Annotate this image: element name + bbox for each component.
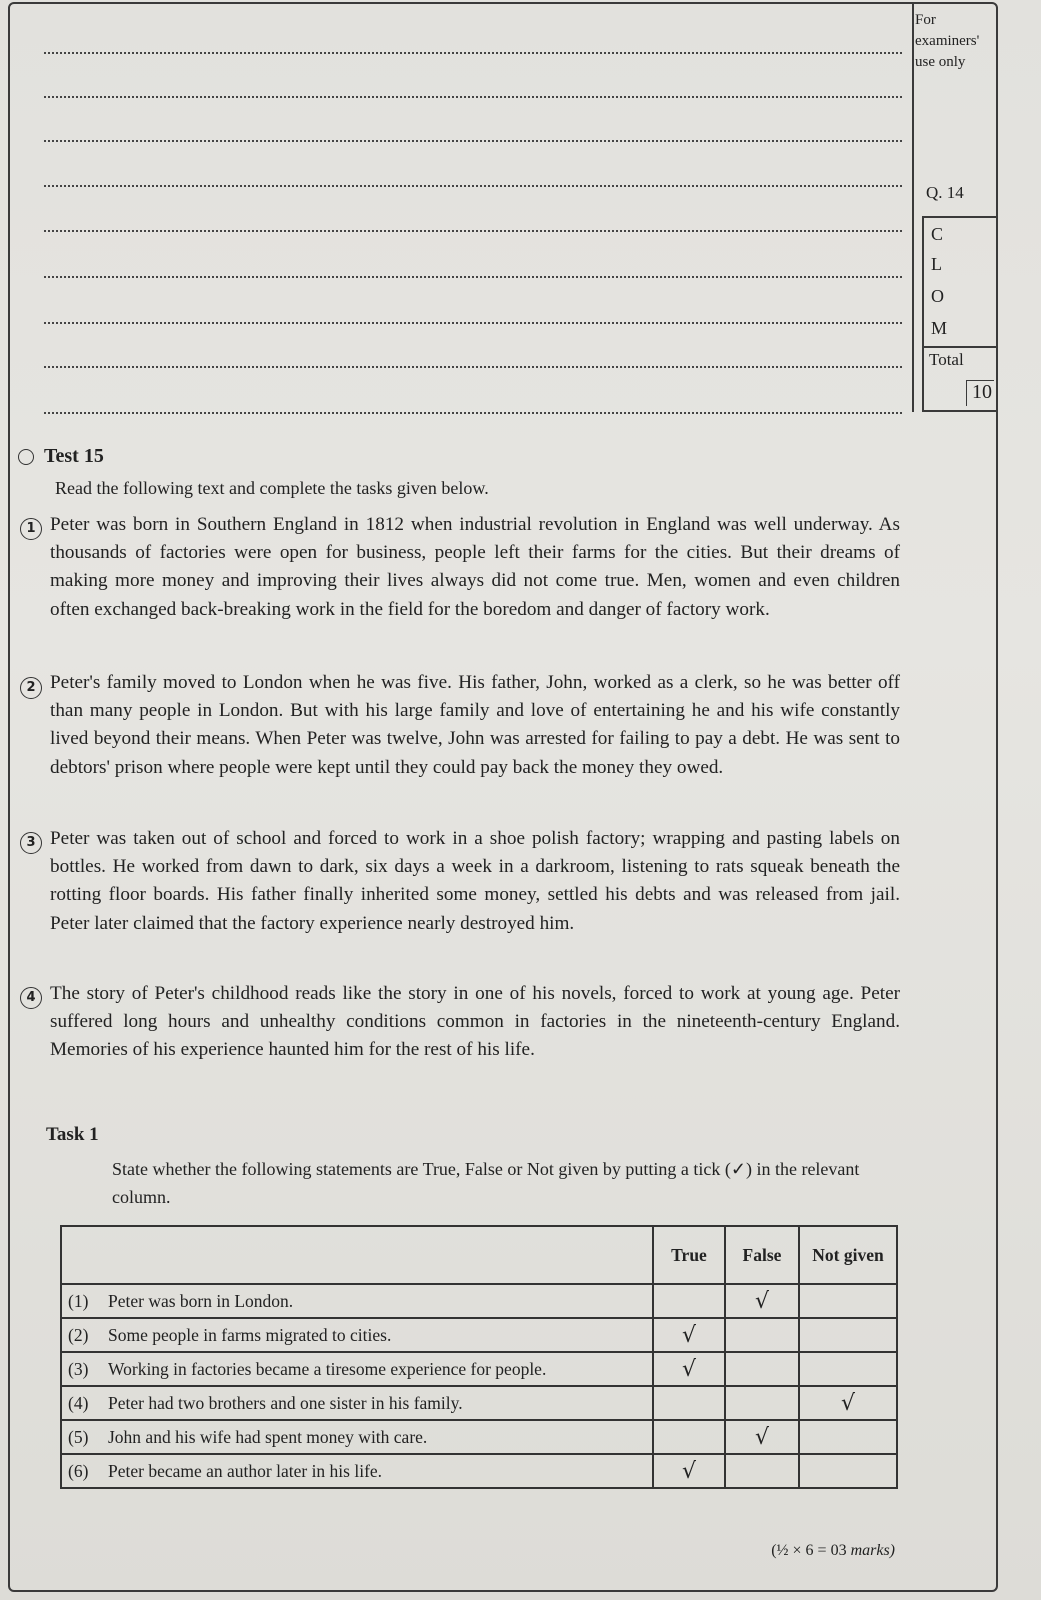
paragraph-number: 4 (20, 987, 42, 1009)
answer-line (44, 185, 902, 187)
table-row (61, 1420, 897, 1454)
marks-word: marks) (850, 1542, 895, 1559)
tick-mark-icon: √ (681, 1322, 697, 1348)
tick-cell-not-given[interactable] (799, 1284, 897, 1318)
answer-line (44, 140, 902, 142)
tick-mark-icon: √ (754, 1424, 770, 1450)
paragraph-number: 2 (20, 677, 42, 699)
tick-cell-true[interactable] (653, 1352, 725, 1386)
tick-cell-true[interactable] (653, 1284, 725, 1318)
tick-cell-true[interactable] (653, 1420, 725, 1454)
tick-cell-false[interactable] (725, 1318, 799, 1352)
answer-line (44, 96, 902, 98)
test-instruction: Read the following text and complete the tasks given below. (55, 478, 489, 498)
statement-number: (1) (68, 1290, 89, 1311)
statement-cell (61, 1420, 653, 1454)
statement-text: Peter became an author later in his life. (108, 1460, 383, 1481)
table-row (61, 1386, 897, 1420)
tick-mark-icon: √ (681, 1458, 697, 1484)
tick-cell-false[interactable] (725, 1386, 799, 1420)
answer-line (44, 230, 902, 232)
paragraph-3: Peter was taken out of school and forced to work in a shoe polish factory; wrapping and pasting labels on bottles. He worked from dawn to dark, six days a week in a darkroom, listening to rats squeak beneath the rotting floor boards. His father finally inherited some money, settled his debts and was released from jail. Peter later claimed that the factory experience nearly destroyed him. (50, 828, 900, 934)
marks-formula: (½ × 6 = 03 (771, 1542, 847, 1559)
true-header: True (653, 1226, 725, 1284)
paragraph-4: The story of Peter's childhood reads like the story in one of his novels, forced to work at young age. Peter suffered long hours and unhealthy conditions common in factories in the nineteenth-century England. Memories of his experience haunted him for the rest of his life. (50, 983, 900, 1061)
total-value: 10 (966, 380, 994, 406)
test-title: Test 15 (44, 445, 104, 467)
tick-mark-icon: √ (754, 1288, 770, 1314)
paragraph-1: Peter was born in Southern England in 1812 when industrial revolution in England was well underway. As thousands of factories were open for business, people left their farms for the cities. But their dreams of making more money and improving their lives always did not come true. Men, women and even children often exchanged back-breaking work in the field for the boredom and danger of factory work. (50, 514, 900, 620)
answer-line (44, 276, 902, 278)
margin-divider (912, 2, 914, 412)
tick-mark-icon: √ (840, 1390, 856, 1416)
tick-cell-true[interactable] (653, 1386, 725, 1420)
clom-letter-c: C (931, 224, 944, 244)
tick-cell-not-given[interactable] (799, 1352, 897, 1386)
table-row (61, 1284, 897, 1318)
table-row (61, 1318, 897, 1352)
tick-cell-true[interactable] (653, 1318, 725, 1352)
statement-cell (61, 1284, 653, 1318)
statement-text: Peter had two brothers and one sister in his family. (108, 1392, 463, 1413)
answer-line (44, 52, 902, 54)
statement-number: (5) (68, 1426, 89, 1447)
statement-number: (6) (68, 1460, 89, 1481)
statement-cell (61, 1454, 653, 1488)
answer-line (44, 366, 902, 368)
task-title: Task 1 (46, 1124, 99, 1145)
clom-marking-box (922, 216, 998, 412)
statement-cell (61, 1352, 653, 1386)
tick-cell-not-given[interactable] (799, 1386, 897, 1420)
tick-cell-not-given[interactable] (799, 1318, 897, 1352)
tick-mark-icon: √ (681, 1356, 697, 1382)
task-instruction: State whether the following statements are True, False or Not given by putting a tick (✓) in the relevant column. (112, 1159, 860, 1207)
clom-letter-o: O (931, 286, 944, 306)
statement-cell (61, 1386, 653, 1420)
paragraph-number: 3 (20, 832, 42, 854)
question-number: Q. 14 (926, 183, 964, 202)
tick-cell-false[interactable] (725, 1420, 799, 1454)
tick-cell-false[interactable] (725, 1454, 799, 1488)
paragraph-number: 1 (20, 518, 42, 540)
tick-cell-true[interactable] (653, 1454, 725, 1488)
false-header: False (725, 1226, 799, 1284)
total-label: Total (929, 350, 964, 369)
examiner-label: For examiners' use only (915, 12, 980, 70)
answer-line (44, 322, 902, 324)
tick-cell-false[interactable] (725, 1284, 799, 1318)
statement-text: Peter was born in London. (108, 1290, 294, 1311)
statement-number: (2) (68, 1324, 89, 1345)
statement-text: Working in factories became a tiresome experience for people. (108, 1358, 547, 1379)
table-row (61, 1352, 897, 1386)
statement-text: John and his wife had spent money with care. (108, 1426, 428, 1447)
not-given-header: Not given (799, 1226, 897, 1284)
true-false-table (60, 1225, 898, 1489)
answer-line (44, 412, 902, 414)
statement-number: (3) (68, 1358, 89, 1379)
paragraph-2: Peter's family moved to London when he was five. His father, John, worked as a clerk, so he was better off than many people in London. But with his large family and love of entertaining he and his wife constantly lived beyond their means. When Peter was twelve, John was arrested for failing to pay a debt. He was sent to debtors' prison where people were kept until they could pay back the money they owed. (50, 672, 900, 778)
statement-cell (61, 1318, 653, 1352)
tick-cell-not-given[interactable] (799, 1420, 897, 1454)
statement-text: Some people in farms migrated to cities. (108, 1324, 392, 1345)
clom-letter-l: L (931, 254, 942, 274)
table-row (61, 1454, 897, 1488)
test-heading (18, 445, 104, 468)
clom-letter-m: M (931, 318, 948, 338)
tick-cell-false[interactable] (725, 1352, 799, 1386)
marks-note (771, 1542, 895, 1560)
tick-cell-not-given[interactable] (799, 1454, 897, 1488)
circle-bullet-icon (18, 449, 34, 465)
statement-header (61, 1226, 653, 1284)
statement-number: (4) (68, 1392, 89, 1413)
